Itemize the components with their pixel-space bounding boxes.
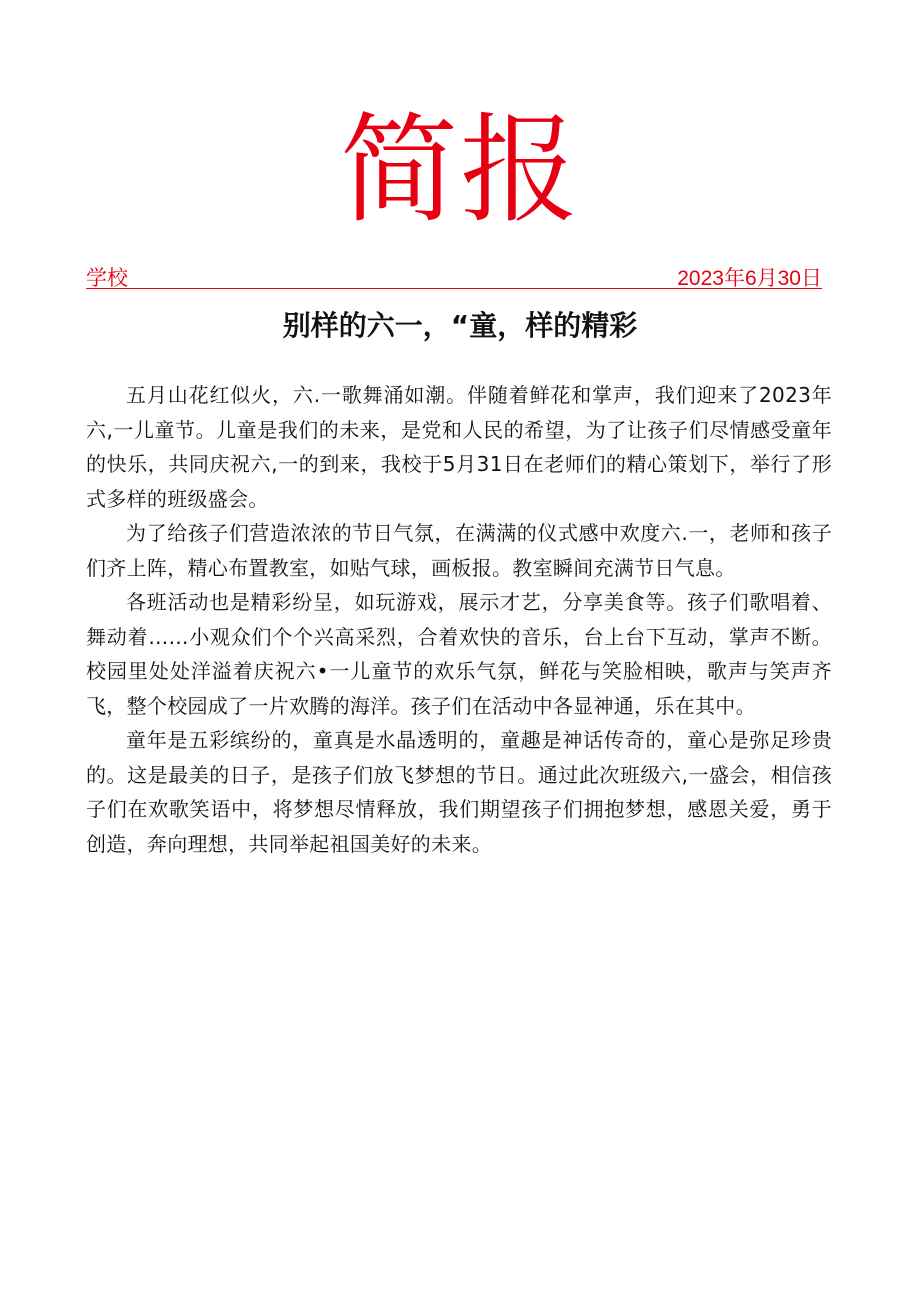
article-paragraph-4: 童年是五彩缤纷的，童真是水晶透明的，童趣是神话传奇的，童心是弥足珍贵的。这是最美的日子，是孩子们放飞梦想的节日。通过此次班级六,一盛会，相信孩子们在欢歌笑语中，将梦想尽情释放，我们期望孩子们拥抱梦想，感恩关爱，勇于创造，奔向理想，共同举起祖国美好的未来。 (86, 728, 832, 856)
header-info-line (86, 260, 822, 289)
newsletter-masthead-title: 简报 (339, 101, 580, 239)
article-body (86, 378, 832, 861)
article-paragraph-2: 为了给孩子们营造浓浓的节日气氛，在满满的仪式感中欢度六.一，老师和孩子们齐上阵，精心布置教室，如贴气球，画板报。教室瞬间充满节日气息。 (86, 521, 832, 580)
article-paragraph-1: 五月山花红似火，六.一歌舞涌如潮。伴随着鲜花和掌声，我们迎来了2023年六,一儿童节。儿童是我们的未来，是党和人民的希望，为了让孩子们尽情感受童年的快乐，共同庆祝六,一的到来，我校于5月31日在老师们的精心策划下，举行了形式多样的班级盛会。 (86, 383, 832, 511)
article-title: 别样的六一，“童，样的精彩 (282, 309, 638, 342)
article-paragraph-3: 各班活动也是精彩纷呈，如玩游戏，展示才艺，分享美食等。孩子们歌唱着、舞动着……小观众们个个兴高采烈，合着欢快的音乐，台上台下互动，掌声不断。校园里处处洋溢着庆祝六•一儿童节的欢乐气氛，鲜花与笑脸相映，歌声与笑声齐飞，整个校园成了一片欢腾的海洋。孩子们在活动中各显神通，乐在其中。 (86, 590, 832, 718)
issue-date: 2023年6月30日 (677, 267, 822, 290)
school-label: 学校 (86, 267, 128, 290)
